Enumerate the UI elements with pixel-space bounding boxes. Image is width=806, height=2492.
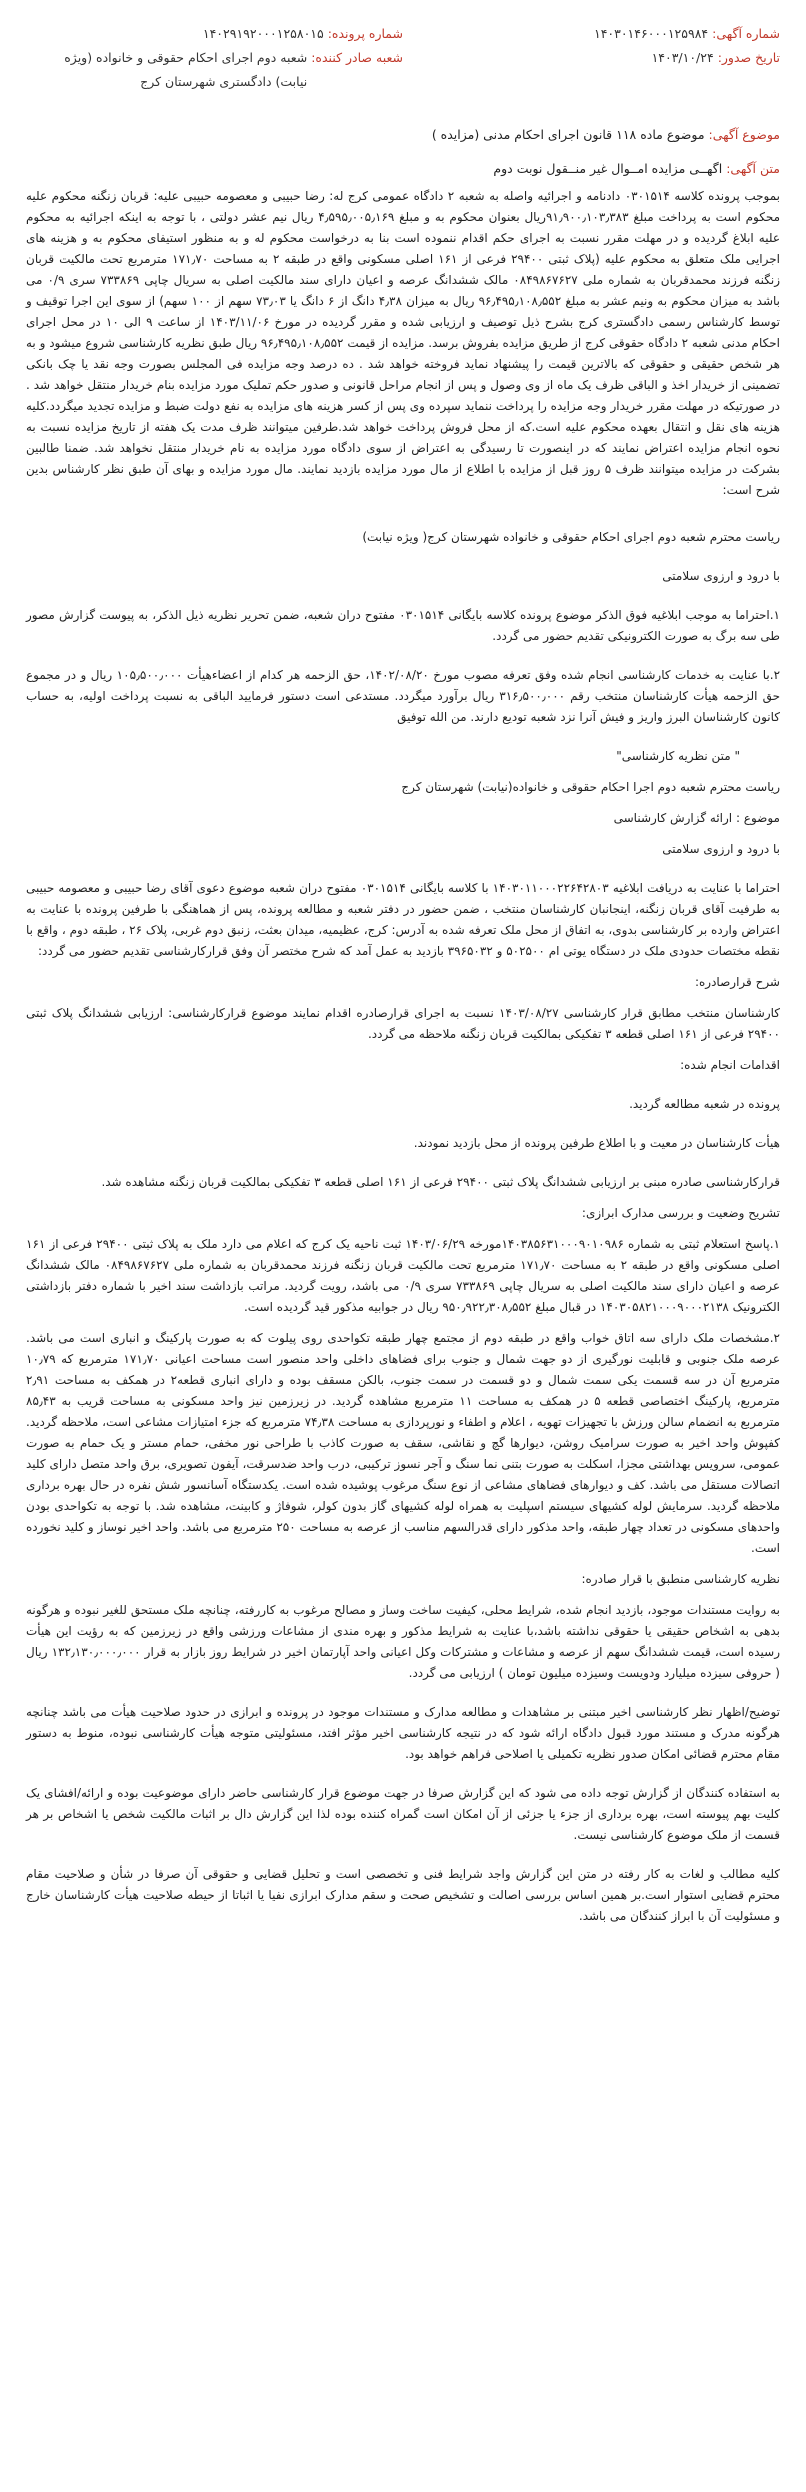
issuer-name: شعبه دوم اجرای احکام حقوقی و خانواده (ویژه نیابت) دادگستری شهرستان کرج [64,50,308,89]
body-paragraph-order: کارشناسان منتخب مطابق قرار کارشناسی ۱۴۰۳/۰۸/۲۷ نسبت به اجرای قرارصادره اقدام نمایند موضوع قرارکارشناسی: ارزیابی ششدانگ پلاک ثبتی ۲۹۴۰۰ فرعی از ۱۶۱ اصلی قطعه ۳ تفکیکی بمالکیت قربان زنگنه ملاحظه می گردد. [26,1006,780,1041]
header-right-column [403,22,780,70]
body-paragraph-note: توضیح/اظهار نظر کارشناسی اخیر مبتنی بر مشاهدات و مطالعه مدارک و مستندات موجود در پرونده و ابرازی در حدود صلاحیت هیأت می باشد چنانچه هرگونه مدرک و مستند مورد قبول دادگاه ارائه شود که در نتیجه کارشناسی اخیر مؤثر افتد، مسئولیتی متوجه هیأت کارشناسی نبوده، منوط به دستور مقام محترم قضائی امکان صدور نظریه تکمیلی یا اصلاحی فراهم خواهد بود. [26,1705,780,1761]
body-paragraph-addressee: ریاست محترم شعبه دوم اجرای احکام حقوقی و خانواده شهرستان کرج( ویژه نیابت) [362,530,780,544]
notice-number: ۱۴۰۳۰۱۴۶۰۰۰۱۲۵۹۸۴ [593,26,709,41]
body-paragraph-property-details: ۲.مشخصات ملک دارای سه اتاق خواب واقع در طبقه دوم از مجتمع چهار طبقه تکواحدی روی پیلوت که به صورت پارکینگ و انباری است می باشد. عرصه ملک جنوبی و قابلیت نورگیری از دو جهت شمال و جنوب برای فضاهای داخلی واحد منصور است مساحت اعیانی ۱۷۱٫۷۰ مترمربع که ۱۰٫۷۹ مترمربع آن در سه قسمت یکی سمت شمال و دو قسمت در سمت جنوب، بالکن مسقف بوده و دارای انباری قطعه۲ در همکف به مساحت ۲٫۹۱ مترمربع، پارکینگ اختصاصی قطعه ۵ در همکف به مساحت ۱۱ مترمربع مشاهده گردید. در زیرزمین نیز واحد مسکونی به مساحت قریب به ۸۵٫۴۳ مترمربع به انضمام سالن ورزش با تجهیزات تهویه ، اعلام و اطفاء و نورپردازی به مساحت ۷۴٫۳۸ مترمربع که جزء امتیازات مشاعی است، ملاحظه گردید. کفپوش واحد اخیر به صورت سرامیک روشن، دیوارها گچ و نقاشی، سقف به صورت کاذب با طراحی نور مخفی، حمام مستر و یک حمام به صورت عمومی، سرویس بهداشتی مجزا، اسکلت به صورت بتنی نما سنگ و آجر نسوز ترکیبی، درب واحد ضدسرقت، آیفون تصویری، برق واحد متصل دارای کلید اتصالات مستقل می باشد. کف و دیوارهای فضاهای مشاعی از نوع سنگ مرغوب پوشیده شده است. یکدستگاه آسانسور شش نفره در حال بهره برداری ملاحظه گردید. سرمایش لوله کشیهای سیستم اسپلیت به همراه لوله کشیهای گاز بدون کولر، شوفاژ و کابینت، مشاهده شد. با توجه به تکواحدی بودن واحدهای مسکونی در تعداد چهار طبقه، واحد مذکور دارای قدرالسهم مناسب از عرصه به مساحت ۲۵۰ مترمربع می باشد. واحد اخیر نوساز و کلید نخورده است. [25,1331,781,1555]
body-paragraph-main: بموجب پرونده کلاسه ۰۳۰۱۵۱۴ دادنامه و اجرائیه واصله به شعبه ۲ دادگاه عمومی کرج له: رضا حبیبی و معصومه حبیبی علیه: قربان زنگنه محکوم علیه محکوم است به پرداخت مبلغ ۹۱٫۹۰۰٫۱۰۳٫۳۸۳ریال بعنوان محکوم به و مبلغ ۴٫۵۹۵٫۰۰۵٫۱۶۹ ریال نیم عشر دولتی ، با توجه به اینکه اجرائیه به محکوم علیه ابلاغ گردیده و در مهلت مقرر نسبت به اجرای حکم اقدام ننموده است بنا به درخواست محکوم له و به منظور استیفای محکوم به و هزینه های اجرایی ملک متعلق به محکوم علیه (پلاک ثبتی ۲۹۴۰۰ فرعی از ۱۶۱ اصلی مسکونی واقع در طبقه ۲ به مساحت ۱۷۱٫۷۰ مترمربع تحت مالکیت قربان زنگنه فرزند محمدقربان به شماره ملی ۰۸۴۹۸۶۷۶۲۷ مالک ششدانگ عرصه و اعیان دارای سند مالکیت اصلی به سریال چاپی ۷۳۳۸۶۹ سری ۰/۹ می باشد به میزان محکوم به ونیم عشر به مبلغ ۹۶٫۴۹۵٫۱۰۸٫۵۵۲ ریال به میزان ۴٫۳۸ دانگ از ۶ دانگ یا ۷۳٫۰۳ سهم از ۱۰۰ سهم) از سوی این اجرا توقیف و توسط کارشناس رسمی دادگستری کرج بشرح ذیل توصیف و ارزیابی شده و مقرر گردیده در مورخ ۱۴۰۳/۱۱/۰۶ از ساعت ۹ الی ۱۰ در محل اجرای احکام مدنی شعبه ۲ دادگاه حقوقی کرج از طریق مزایده بفروش برسد. مزایده از قیمت ۹۶٫۴۹۵٫۱۰۸٫۵۵۲ ریال طبق نظریه کارشناسی شروع میشود و به هر شخص حقیقی و حقوقی که بالاترین قیمت را پیشنهاد نماید فروخته خواهد شد . ده درصد وجه مزایده فی المجلس بصورت وجه نقد یا چک بانکی تضمینی از خریدار اخذ و الباقی ظرف یک ماه از وی وصول و پس از انجام مراحل قانونی و صدور حکم تملیک مورد مزایده بنام خریدار منتقل خواهد شد . در صورتیکه در مهلت مقرر خریدار وجه مزایده را پرداخت ننماید سپرده وی پس از کسر هزینه های مزایده به نفع دولت ضبط و مزایده تجدید میگردد.کلیه هزینه های نقل و انتقال بعهده محکوم علیه است.که از محل فروش پرداخت خواهد شد.طرفین میتوانند ظرف مدت یک هفته از تاریخ مزایده نسبت به نحوه انجام مزایده اعتراض نمایند که در اینصورت تا رسیدگی به اعتراض از سوی دادگاه مورد مزایده به نام خریدار منتقل نخواهد شد. ضمنا طالبین بشرکت در مزایده میتوانند ظرف ۵ روز قبل از مزایده با اطلاع از مال مورد مزایده بازدید نمایند. مال مورد مزایده و بهای آن طبق نظر کارشناس بدین شرح است: [26,189,781,497]
notice-text-label: متن آگهی: [726,161,780,176]
body-paragraph-valuation: به روایت مستندات موجود، بازدید انجام شده، شرایط محلی، کیفیت ساخت وساز و مصالح مرغوب به کاررفته، چنانچه ملک مستحق للغیر نبوده و هرگونه بدهی به اشخاص حقیقی یا حقوقی نداشته باشد،با عنایت به شرایط مذکور و بهره مندی از مشاعات ورزشی واقع در زیرزمین که به رؤیت این هیأت رسیده است، قیمت ششدانگ سهم از عرصه و مشاعات و مشترکات وکل اعیانی واحد آپارتمان اخیر در شرایط روز بازار به قرار ۱۳۲٫۱۳۰٫۰۰۰٫۰۰۰ ریال ( حروفی سیزده میلیارد ودویست وسیزده میلیون تومان ) ارزیابی می گردد. [26,1603,781,1680]
body-paragraph-greeting-2: با درود و ارزوی سلامتی [662,842,780,856]
body-paragraph-usage: به استفاده کنندگان از گزارش توجه داده می شود که این گزارش صرفا در جهت موضوع قرار کارشناسی حاضر دارای موضوعیت بوده و ارائه/افشای یک کلیت بهم پیوسته است، بهره برداری از جزء یا جزئی از آن امکان است گمراه کننده بوده لذا این گزارش دال بر اثبات مالکیت شخص یا اشخاص بر هر قسمت از ملک موضوع کارشناسی نیست. [26,1786,780,1842]
notice-text-title: اگهــی مزایده امــوال غیر منــقول نوبت دوم [493,161,723,176]
body-paragraph-intro: احتراما با عنایت به دریافت ابلاغیه ۱۴۰۳۰۱۱۰۰۰۲۲۶۴۲۸۰۳ با کلاسه بایگانی ۰۳۰۱۵۱۴ مفتوح دران شعبه موضوع دعوی آقای رضا حبیبی و معصومه حبیبی به طرفیت آقای قربان زنگنه، اینجانبان کارشناسان منتخب ، ضمن حضور در دفتر شعبه و مطالعه پرونده، پس از هماهنگی با طرفین پرونده با عنایت به اعتراض وارده بر کارشناسی بدوی، به اتفاق از محل ملک تعرفه شده به آدرس: کرج، عظیمیه، میدان بعثت، زنبق دوم غربی، پلاک ۲۶ ، طبقه دوم ، واقع با نقطه مختصات حدودی ملک در دستگاه یوتی ام ۵۰۲۵۰۰ و ۳۹۶۵۰۳۲ بازدید به عمل آمد که شرح مختصر آن وفق قرارکارشناسی تقدیم حضور می گردد: [26,881,781,958]
body-paragraph-disclaimer: کلیه مطالب و لغات به کار رفته در متن این گزارش واجد شرایط فنی و تخصصی است و تحلیل قضایی و حقوقی آن صرفا در شأن و صلاحیت مقام محترم قضایی استوار است.بر همین اساس بررسی اصالت و تشخیص صحت و سقم مدارک ابرازی نفیا یا اثباتا از حیطه صلاحیت هیأت کارشناسان خارج و مسئولیت آن با ابراز کنندگان می باشد. [26,1867,780,1923]
body-heading-order: شرح قرارصادره: [694,975,780,989]
issuer-label: شعبه صادر کننده: [311,50,403,65]
case-number-label: شماره پرونده: [327,26,403,41]
subject-label: موضوع آگهی: [708,127,780,142]
notice-number-row [403,22,780,46]
body-paragraph-topic: موضوع : ارائه گزارش کارشناسی [613,811,780,825]
body-paragraph-registry: ۱.پاسخ استعلام ثبتی به شماره ۱۴۰۳۸۵۶۳۱۰۰۰۹۰۱۰۹۸۶مورخه ۱۴۰۳/۰۶/۲۹ ثبت ناحیه یک کرج که اعلام می دارد ملک به پلاک ثبتی ۲۹۴۰۰ فرعی از ۱۶۱ اصلی مسکونی واقع در طبقه ۲ به مساحت ۱۷۱٫۷۰ مترمربع تحت مالکیت قربان زنگنه فرزند محمدقربان به شماره ملی ۰۸۴۹۸۶۷۶۲۷ مالک ششدانگ عرصه و اعیان دارای سند مالکیت اصلی به سریال چاپی ۷۳۳۸۶۹ سری ۰/۹ می باشد، رویت گردید. مراتب بازداشت سند اخیر با شماره دفتر بازداشتی الکترونیک ۱۴۰۳۰۵۸۲۱۰۰۰۹۰۰۰۲۱۳۸ در قبال مبلغ ۹۵۰٫۹۲۲٫۳۰۸٫۵۵۲ ریال در جوابیه مذکور قید گردیده است. [26,1237,781,1314]
body-paragraph-item-1: ۱.احتراما به موجب ابلاغیه فوق الذکر موضوع پرونده کلاسه بایگانی ۰۳۰۱۵۱۴ مفتوح دران شعبه، ضمن تحریر نظریه ذیل الذکر، به پیوست گزارش مصور طی سه برگ به صورت الکترونیکی تقدیم حضور می گردد. [26,608,780,643]
body-paragraph-expert-title: " متن نظریه کارشناسی" [616,749,740,763]
notice-body [26,186,780,1927]
subject-text: موضوع ماده ۱۱۸ قانون اجرای احکام مدنی (مزایده ) [431,127,705,142]
header-left-column [26,22,403,94]
issue-date: ۱۴۰۳/۱۰/۲۴ [651,50,714,65]
body-paragraph-greeting: با درود و ارزوی سلامتی [662,569,780,583]
body-paragraph-item-2: ۲.با عنایت به خدمات کارشناسی انجام شده وفق تعرفه مصوب مورخ ۱۴۰۲/۰۸/۲۰، حق الزحمه هر کدام از اعضاءهیأت ۱۰۵٫۵۰۰٫۰۰۰ ریال و در مجموع حق الزحمه هیأت کارشناسان منتخب رقم ۳۱۶٫۵۰۰٫۰۰۰ ریال برآورد میگردد. مستدعی است دستور فرمایید الباقی به نسبت پرداخت اولیه، به حساب کانون کارشناسان البرز واریز و فیش آنرا نزد شعبه تودیع دارند. من الله توفیق [26,668,781,724]
notice-number-label: شماره آگهی: [712,26,780,41]
body-paragraph-action-1: پرونده در شعبه مطالعه گردید. [629,1097,780,1111]
body-paragraph-action-3: قرارکارشناسی صادره مبنی بر ارزیابی ششدانگ پلاک ثبتی ۲۹۴۰۰ فرعی از ۱۶۱ اصلی قطعه ۳ تفکیکی بمالکیت قربان زنگنه مشاهده شد. [101,1175,780,1189]
body-heading-actions: اقدامات انجام شده: [680,1058,780,1072]
subject-row [26,124,780,146]
case-number: ۱۴۰۲۹۱۹۲۰۰۰۱۲۵۸۰۱۵ [202,26,324,41]
case-number-row [26,22,403,46]
issue-date-row [403,46,780,70]
issue-date-label: تاریخ صدور: [717,50,780,65]
notice-header [26,22,780,94]
body-heading-opinion: نظریه کارشناسی منطبق با قرار صادره: [581,1572,780,1586]
notice-text-row [26,158,780,180]
body-paragraph-action-2: هیأت کارشناسان در معیت و با اطلاع طرفین پرونده از محل بازدید نمودند. [413,1136,780,1150]
body-paragraph-addressee-2: ریاست محترم شعبه دوم اجرا احکام حقوقی و خانواده(نیابت) شهرستان کرج [401,780,780,794]
issuer-row [26,46,403,94]
body-heading-documents: تشریح وضعیت و بررسی مدارک ابرازی: [581,1206,780,1220]
